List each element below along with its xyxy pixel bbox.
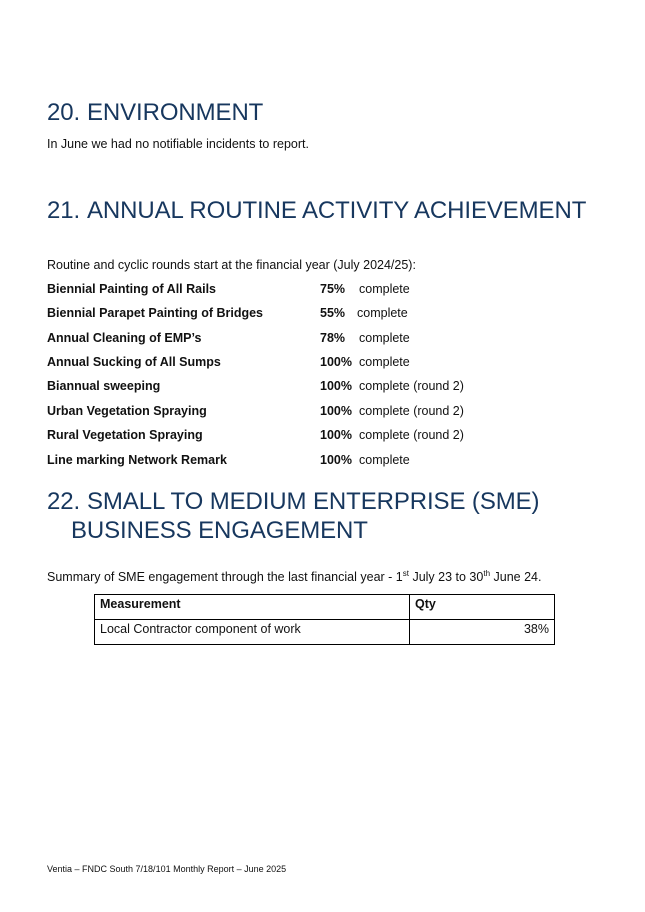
page-footer: Ventia – FNDC South 7/18/101 Monthly Report – June 2025: [47, 864, 287, 874]
section-number: 22.: [47, 488, 81, 515]
section-title-line-1: SMALL TO MEDIUM ENTERPRISE (SME): [87, 488, 540, 515]
activity-percent: 55%: [320, 306, 346, 320]
section-title: ENVIRONMENT: [87, 99, 264, 126]
table-row: [95, 620, 555, 645]
activity-status: complete: [357, 306, 408, 320]
section-21-heading: [47, 196, 586, 225]
cell-measurement: Local Contractor component of work: [95, 620, 410, 645]
activity-percent: 100%: [320, 404, 352, 418]
section-number: 21.: [47, 197, 81, 224]
activity-label: Biennial Parapet Painting of Bridges: [47, 306, 264, 320]
section-title: ANNUAL ROUTINE ACTIVITY ACHIEVEMENT: [87, 197, 587, 224]
table-header-row: [95, 595, 555, 620]
activity-status: complete (round 2): [359, 428, 464, 442]
sme-summary-part-2: July 23 to 30: [408, 570, 484, 584]
sme-summary-part-3: June 24.: [490, 570, 542, 584]
activity-row: [47, 378, 547, 394]
activity-label: Annual Cleaning of EMP’s: [47, 331, 202, 345]
activity-label: Rural Vegetation Spraying: [47, 428, 203, 442]
activity-percent: 78%: [320, 331, 346, 345]
sme-summary-part-1: Summary of SME engagement through the last financial year - 1: [47, 570, 403, 584]
activity-percent: 100%: [320, 355, 352, 369]
activity-status: complete (round 2): [359, 404, 464, 418]
activity-label: Biennial Painting of All Rails: [47, 282, 217, 296]
activity-status: complete: [359, 453, 410, 467]
section-title-line-2: BUSINESS ENGAGEMENT: [71, 517, 368, 544]
sme-summary-sup-1: st: [402, 568, 409, 578]
activity-percent: 100%: [320, 379, 352, 393]
activity-status: complete (round 2): [359, 379, 464, 393]
cell-qty: 38%: [410, 620, 555, 645]
activity-label: Annual Sucking of All Sumps: [47, 355, 221, 369]
section-number: 20.: [47, 99, 81, 126]
activity-status: complete: [359, 331, 410, 345]
section-20-heading: [47, 98, 263, 127]
activity-label: Biannual sweeping: [47, 379, 161, 393]
sme-summary-sup-2: th: [483, 568, 491, 578]
activity-row: [47, 305, 547, 321]
environment-text: In June we had no notifiable incidents to report.: [47, 137, 309, 151]
activity-status: complete: [359, 355, 410, 369]
activity-label: Urban Vegetation Spraying: [47, 404, 207, 418]
section-22-heading: [47, 487, 539, 545]
activity-row: [47, 427, 547, 443]
activity-row: [47, 354, 547, 370]
activity-status: complete: [359, 282, 410, 296]
activity-row: [47, 452, 547, 468]
activity-row: [47, 403, 547, 419]
sme-table: [94, 594, 555, 645]
activity-percent: 100%: [320, 453, 352, 467]
activity-label: Line marking Network Remark: [47, 453, 227, 467]
activity-percent: 75%: [320, 282, 346, 296]
header-qty: Qty: [410, 595, 555, 620]
activity-row: [47, 281, 547, 297]
activity-row: [47, 330, 547, 346]
sme-summary: [47, 569, 541, 585]
activity-intro: Routine and cyclic rounds start at the financial year (July 2024/25):: [47, 258, 416, 272]
header-measurement: Measurement: [95, 595, 410, 620]
activity-percent: 100%: [320, 428, 352, 442]
